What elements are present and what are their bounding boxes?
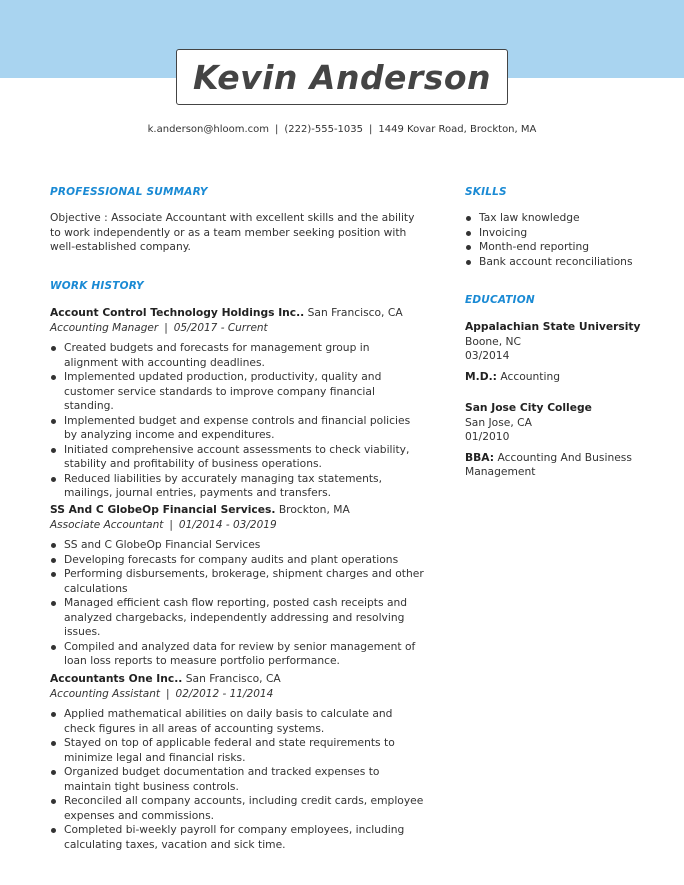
job-header [50,306,425,321]
job-bullets [50,707,425,852]
job-company: Accountants One Inc.. [50,672,183,685]
job-subheader [50,687,425,702]
edu-location: San Jose, CA [465,415,532,429]
edu-field: Accounting And Business Management [465,450,632,478]
job-title: Associate Accountant [50,518,164,531]
job-title: Accounting Assistant [50,687,160,700]
section-title-education: EDUCATION [465,294,535,306]
list-item: Managed efficient cash flow reporting, posted cash receipts and analyzed chargebacks, independently addressing and resolving issues. [50,596,425,640]
edu-school: San Jose City College [465,401,592,414]
section-title-summary: PROFESSIONAL SUMMARY [50,186,208,198]
contact-email[interactable]: k.anderson@hloom.com [147,124,269,135]
skill-item: Month-end reporting [465,240,665,255]
edu-date: 01/2010 [465,430,510,443]
job-separator: | [166,687,170,700]
education-entry [465,320,665,384]
list-item: Compiled and analyzed data for review by senior management of loan loss reports to measure portfolio performance. [50,640,425,669]
list-item: Reconciled all company accounts, including credit cards, employee expenses and commissions. [50,794,425,823]
summary-text: Objective : Associate Accountant with excellent skills and the ability to work independently or as a team member seeking position with well-established company. [50,211,415,253]
education-entry [465,401,665,480]
skills-list [465,211,665,269]
contact-separator: | [369,124,373,135]
edu-degree-line [465,370,665,385]
job-entry [50,672,425,852]
list-item: SS and C GlobeOp Financial Services [50,538,425,553]
contact-address: 1449 Kovar Road, Brockton, MA [378,124,537,135]
job-header [50,503,425,518]
job-dates: 01/2014 - 03/2019 [178,518,277,531]
list-item: Implemented budget and expense controls and financial policies by analyzing income and expenditures. [50,414,425,443]
job-dates: 05/2017 - Current [173,321,268,334]
job-subheader [50,518,425,533]
list-item: Initiated comprehensive account assessments to check viability, stability and profitability of business operations. [50,443,425,472]
job-title: Accounting Manager [50,321,159,334]
contact-separator: | [274,124,279,135]
list-item: Stayed on top of applicable federal and state requirements to minimize legal and financial risks. [50,736,425,765]
skill-item: Tax law knowledge [465,211,665,226]
section-title-skills: SKILLS [465,186,507,198]
job-location: San Francisco, CA [307,306,403,319]
edu-degree-line [465,451,665,480]
section-title-work: WORK HISTORY [50,280,144,292]
name-box [176,49,508,105]
job-header [50,672,425,687]
skill-item: Bank account reconciliations [465,255,665,270]
edu-date: 03/2014 [465,349,510,362]
edu-degree-colon: : [492,369,497,383]
contact-line [0,124,684,135]
list-item: Applied mathematical abilities on daily basis to calculate and check figures in all areas of accounting systems. [50,707,425,736]
job-dates: 02/2012 - 11/2014 [175,687,274,700]
job-separator: | [169,518,173,531]
skill-item: Invoicing [465,226,665,241]
list-item: Completed bi-weekly payroll for company employees, including calculating taxes, vacation and sick time. [50,823,425,852]
list-item: Created budgets and forecasts for management group in alignment with accounting deadlines. [50,341,425,370]
list-item: Implemented updated production, productivity, quality and customer service standards to improve company financial standing. [50,370,425,414]
job-bullets [50,341,425,501]
job-bullets [50,538,425,669]
list-item: Performing disbursements, brokerage, shipment charges and other calculations [50,567,425,596]
job-subheader [50,321,425,336]
list-item: Developing forecasts for company audits and plant operations [50,553,425,568]
edu-degree: M.D. [465,369,493,383]
list-item: Reduced liabilities by accurately managing tax statements, mailings, journal entries, payments and transfers. [50,472,425,501]
job-entry [50,503,425,669]
job-separator: | [164,321,168,334]
list-item: Organized budget documentation and tracked expenses to maintain tight business controls. [50,765,425,794]
edu-degree: BBA [465,450,490,464]
edu-field: Accounting [500,369,561,383]
job-company: Account Control Technology Holdings Inc.. [50,306,305,319]
edu-school: Appalachian State University [465,320,641,333]
edu-location: Boone, NC [465,334,522,348]
job-location: Brockton, MA [278,503,350,516]
job-location: San Francisco, CA [185,672,281,685]
edu-degree-colon: : [489,450,495,464]
job-entry [50,306,425,501]
candidate-name: Kevin Anderson [192,58,492,97]
contact-phone: (222)-555-1035 [284,124,364,135]
job-company: SS And C GlobeOp Financial Services. [50,503,276,516]
